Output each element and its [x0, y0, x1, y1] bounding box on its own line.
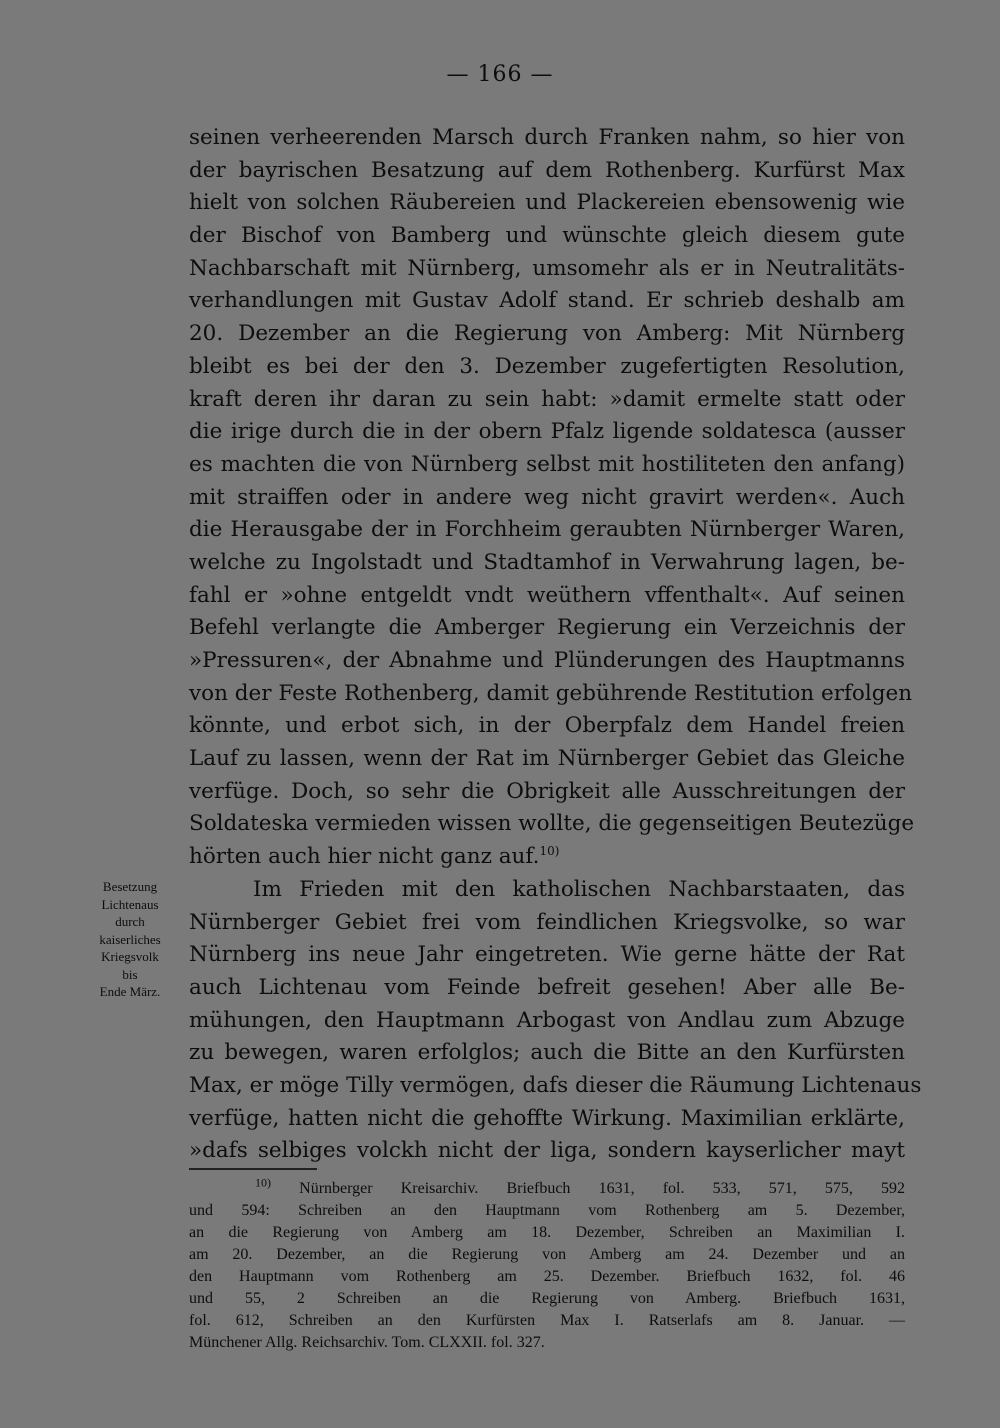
footnote-marker: 10) — [255, 1175, 271, 1190]
margin-note-line: Besetzung — [102, 879, 158, 894]
page-number: — 166 — — [446, 62, 554, 87]
text-line: verfüge, hatten nicht die gehoffte Wirkung. Maximilian erklärte, — [189, 1105, 905, 1131]
text-line: der bayrischen Besatzung auf dem Rothenberg. Kurfürst Max — [189, 157, 905, 183]
text-line: bleibt es bei der den 3. Dezember zugefertigten Resolution, — [189, 353, 905, 379]
text-line: »Pressuren«, der Abnahme und Plünderungen des Hauptmanns — [189, 648, 905, 673]
text-line: die Herausgabe der in Forchheim geraubten Nürnberger Waren, — [189, 517, 905, 543]
text-line: Befehl verlangte die Amberger Regierung ein Verzeichnis der — [189, 615, 905, 641]
footnote-reference[interactable]: 10) — [539, 843, 560, 858]
text-line: Soldateska vermieden wissen wollte, die gegenseitigen Beutezüge — [189, 811, 915, 837]
text-line: verfüge. Doch, so sehr die Obrigkeit alle Ausschreitungen der — [189, 778, 905, 804]
text-line: Lauf zu lassen, wenn der Rat im Nürnberger Gebiet das Gleiche — [189, 746, 905, 772]
margin-note-line: durch — [115, 914, 145, 929]
margin-note-line: kaiserliches — [99, 931, 161, 947]
text-line: 20. Dezember an die Regierung von Amberg: Mit Nürnberg — [189, 321, 905, 347]
paragraph-end-text: hörten auch hier nicht ganz auf. — [189, 844, 540, 870]
text-line: Nürnberger Gebiet frei vom feindlichen Kriegsvolke, so war — [189, 909, 905, 935]
text-line: von der Feste Rothenberg, damit gebührende Restitution erfolgen — [189, 680, 913, 706]
margin-note-line: Ende März. — [99, 984, 161, 999]
text-line: fahl er »ohne entgeldt vndt weüthern vffenthalt«. Auf seinen — [189, 582, 905, 608]
paragraph-end-line — [189, 841, 905, 874]
footnote-text: Nürnberger Kreisarchiv. Briefbuch 1631, fol. 533, 571, 575, 592 — [299, 1180, 906, 1197]
text-line: kraft deren ihr daran zu sein habt: »damit ermelte statt oder — [189, 386, 905, 412]
text-line: die irige durch die in der obern Pfalz ligende soldatesca (ausser — [189, 419, 905, 445]
text-line: verhandlungen mit Gustav Adolf stand. Er schrieb deshalb am — [189, 288, 905, 314]
footnote-line: fol. 612, Schreiben an den Kurfürsten Max I. Ratserlafs am 8. Januar. — — [189, 1312, 905, 1329]
margin-note-line: Kriegsvolk — [101, 949, 159, 964]
footnote-line — [189, 1175, 906, 1200]
margin-note — [80, 878, 180, 1001]
footnote-divider — [189, 1168, 317, 1170]
main-text — [189, 122, 922, 1168]
text-line: auch Lichtenau vom Feinde befreit gesehen! Aber alle Be- — [189, 974, 905, 1000]
footnote-block — [189, 1175, 906, 1354]
text-line: Max, er möge Tilly vermögen, dafs dieser die Räumung Lichtenaus — [189, 1072, 922, 1098]
text-line: der Bischof von Bamberg und wünschte gleich diesem gute — [189, 223, 905, 249]
text-line: könnte, und erbot sich, in der Oberpfalz dem Handel freien — [189, 713, 905, 739]
footnote-line: und 55, 2 Schreiben an die Regierung von Amberg. Briefbuch 1631, — [189, 1290, 905, 1307]
text-line: »dafs selbiges volckh nicht der liga, sondern kayserlicher mayt — [189, 1138, 905, 1164]
text-line: Im Frieden mit den katholischen Nachbarstaaten, das — [253, 876, 905, 902]
text-line: Nürnberg ins neue Jahr eingetreten. Wie gerne hätte der Rat — [189, 942, 905, 968]
text-line: hielt von solchen Räubereien und Plackereien ebensowenig wie — [189, 190, 905, 216]
text-line: zu bewegen, waren erfolglos; auch die Bitte an den Kurfürsten — [189, 1040, 905, 1066]
footnote-line: an die Regierung von Amberg am 18. Dezember, Schreiben an Maximilian I. — [189, 1224, 905, 1241]
text-line: mit straiffen oder in andere weg nicht gravirt werden«. Auch — [189, 484, 905, 510]
footnote-line: den Hauptmann vom Rothenberg am 25. Dezember. Briefbuch 1632, fol. 46 — [189, 1268, 905, 1285]
footnote-line: Münchener Allg. Reichsarchiv. Tom. CLXXII. fol. 327. — [189, 1334, 545, 1351]
text-line: seinen verheerenden Marsch durch Franken nahm, so hier von — [189, 125, 905, 150]
text-line: Nachbarschaft mit Nürnberg, umsomehr als er in Neutralitäts- — [189, 255, 905, 281]
text-line: welche zu Ingolstadt und Stadtamhof in Verwahrung lagen, be- — [189, 549, 905, 575]
text-line: es machten die von Nürnberg selbst mit hostiliteten den anfang) — [189, 451, 905, 477]
footnote-line: am 20. Dezember, an die Regierung von Amberg am 24. Dezember und an — [189, 1246, 905, 1263]
text-line: mühungen, den Hauptmann Arbogast von Andlau zum Abzuge — [189, 1007, 905, 1033]
margin-note-line: bis — [122, 966, 138, 982]
margin-note-line: Lichtenaus — [101, 896, 159, 912]
footnote-line: und 594: Schreiben an den Hauptmann vom Rothenberg am 5. Dezember, — [189, 1202, 905, 1219]
